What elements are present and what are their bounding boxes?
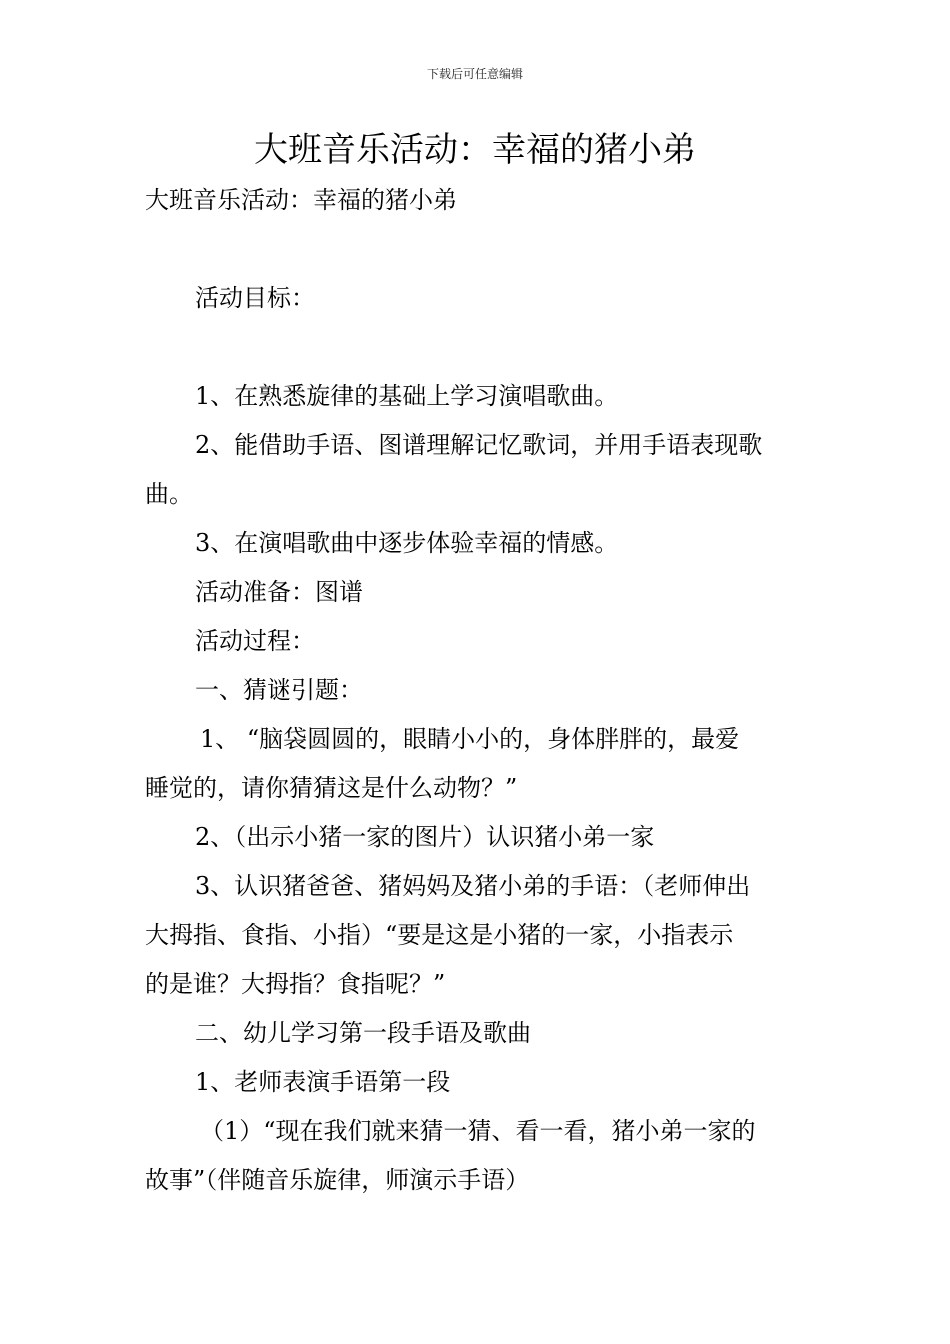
goal-item-2: 2、能借助手语、图谱理解记忆歌词，并用手语表现歌 [195,431,763,459]
goal-item-3: 3、在演唱歌曲中逐步体验幸福的情感。 [195,529,619,557]
blank-line [145,225,810,274]
step-1-item-3-cont-a: 大拇指、食指、小指）“要是这是小猪的一家，小指表示 [145,921,734,949]
step-heading-1: 一、猜谜引题： [195,676,363,704]
section-heading-prep: 活动准备：图谱 [195,578,363,606]
document-title: 大班音乐活动：幸福的猪小弟 [254,130,696,170]
header-note: 下载后可任意编辑 [426,67,523,81]
step-2-item-1: 1、老师表演手语第一段 [195,1068,451,1096]
section-heading-goals: 活动目标： [195,284,315,312]
step-1-item-1: 1、 “脑袋圆圆的，眼睛小小的，身体胖胖的，最爱 [200,725,740,753]
blank-line [145,323,810,372]
step-heading-2: 二、幼儿学习第一段手语及歌曲 [195,1019,531,1047]
step-2-sub-item-1: （1）“现在我们就来猜一猜、看一看，猪小弟一家的 [200,1117,756,1145]
section-heading-process: 活动过程： [195,627,315,655]
step-2-sub-item-1-cont: 故事”（伴随音乐旋律，师演示手语） [145,1166,530,1194]
document-body [145,176,810,1205]
step-1-item-3: 3、认识猪爸爸、猪妈妈及猪小弟的手语：（老师伸出 [195,872,751,900]
subtitle-line: 大班音乐活动：幸福的猪小弟 [145,186,457,214]
step-1-item-2: 2、（出示小猪一家的图片）认识猪小弟一家 [195,823,655,851]
step-1-item-1-cont: 睡觉的，请你猜猜这是什么动物？” [145,774,518,802]
goal-item-1: 1、在熟悉旋律的基础上学习演唱歌曲。 [195,382,619,410]
step-1-item-3-cont-b: 的是谁？大拇指？食指呢？” [145,970,446,998]
goal-item-2-cont: 曲。 [145,480,193,508]
